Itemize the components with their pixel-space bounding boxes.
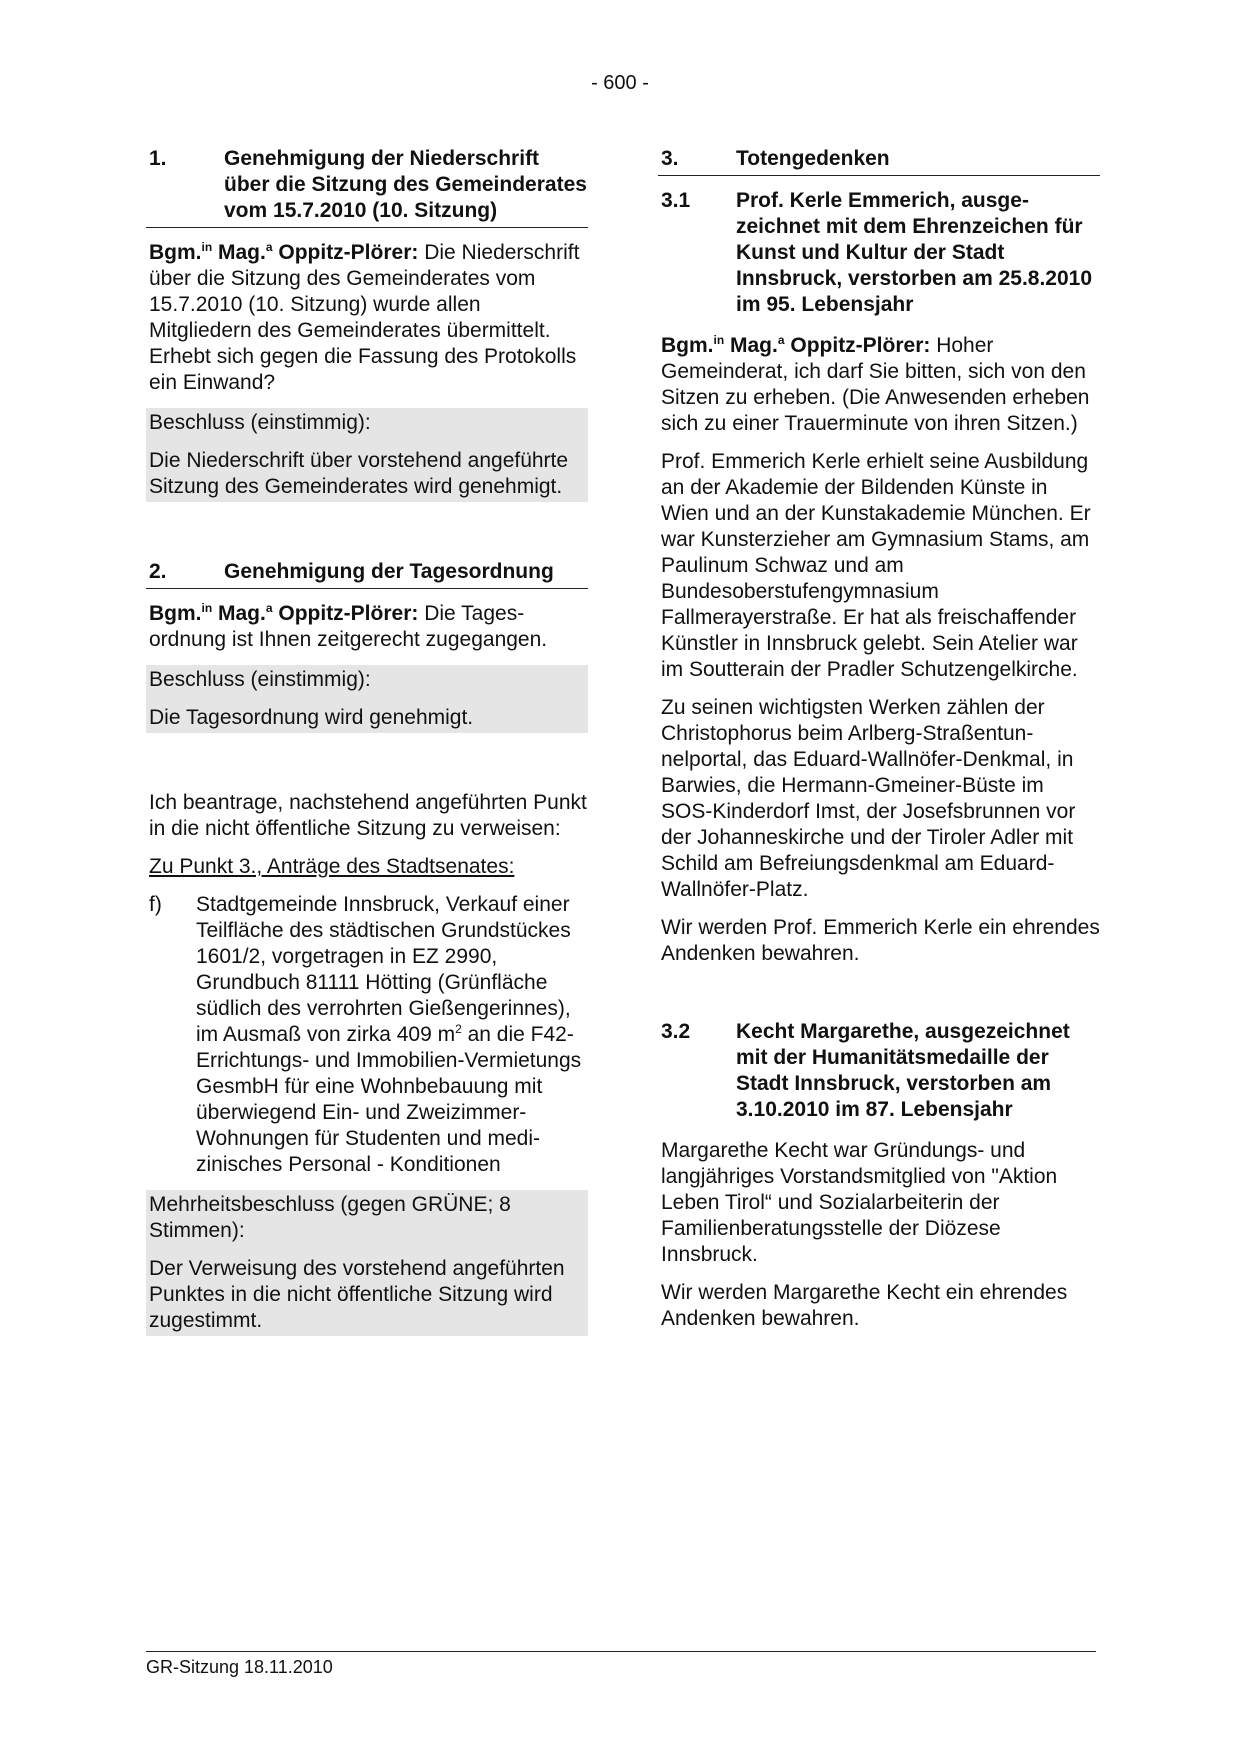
- left-column: [146, 146, 588, 1348]
- list-item: [146, 892, 588, 1178]
- list-marker: f): [149, 893, 162, 916]
- section-3-heading: [658, 146, 1100, 176]
- speaker-statement: Bgm.$^{in}$ Mag.$^a$ Oppitz-Plörer: Die Tagesordnung ist Ihnen zeitgerecht zugegangen.: [149, 601, 548, 651]
- section-title: Totengedenken: [736, 147, 890, 170]
- resolution-box: [146, 408, 588, 502]
- paragraph: Prof. Emmerich Kerle erhielt seine Ausbildung an der Akademie der Bildenden Künste in Wien und an der Kunstakademie München. Er war Kunsterzieher am Gymnasium Stams, am Paulinum Schwaz und am Bundesoberstufengymnasium Fallmerayerstraße. Er hat als freischaffender Künstler in Innsbruck gelebt. Sein Atelier war im Soutterain der Pradler Schutzengelkirche.: [661, 450, 1091, 681]
- motion-reference: Zu Punkt 3., Anträge des Stadtsenates:: [149, 855, 515, 878]
- resolution-label: Mehrheitsbeschluss (gegen GRÜNE; 8 Stimmen):: [149, 1193, 511, 1242]
- section-title: Kecht Margarethe, ausgezeichnet mit der Humanitätsmedaille der Stadt Innsbruck, verstorben am 3.10.2010 im 87. Lebensjahr: [736, 1020, 1070, 1121]
- resolution-text: Der Verweisung des vorstehend angeführten Punktes in die nicht öffentliche Sitzung wird zugestimmt.: [149, 1257, 565, 1332]
- section-1-heading: [146, 146, 588, 228]
- section-3-1-heading: [658, 188, 1100, 321]
- speaker-name: Bgm.$^{in}$ Mag.$^a$ Oppitz-Plörer:: [149, 601, 419, 625]
- paragraph: Margarethe Kecht war Gründungs- und langjähriges Vorstandsmitglied von "Aktion Leben Tirol“ und Sozialarbeiterin der Familienberatungsstelle der Diözese Innsbruck.: [661, 1139, 1058, 1266]
- section-number: 1.: [149, 147, 167, 170]
- section-title: Genehmigung der Niederschrift über die Sitzung des Gemeinderates vom 15.7.2010 (10. Sitzung): [224, 147, 587, 222]
- paragraph: Wir werden Prof. Emmerich Kerle ein ehrendes Andenken bewahren.: [661, 916, 1100, 965]
- resolution-label: Beschluss (einstimmig):: [149, 668, 371, 691]
- right-column: [658, 146, 1100, 1344]
- resolution-label: Beschluss (einstimmig):: [149, 411, 371, 434]
- speaker-statement: Bgm.$^{in}$ Mag.$^a$ Oppitz-Plörer: Hoher Gemeinderat, ich darf Sie bitten, sich von den Sitzen zu erheben. (Die Anwesenden erheben sich zu einer Trauerminute von ihren Sitzen.): [661, 333, 1090, 435]
- speaker-statement: Bgm.$^{in}$ Mag.$^a$ Oppitz-Plörer: Die Niederschrift über die Sitzung des Gemeinderates vom 15.7.2010 (10. Sitzung) wurde allen Mitgliedern des Gemeinderates übermittelt. Erhebt sich gegen die Fassung des Protokolls ein Einwand?: [149, 240, 580, 394]
- paragraph: Zu seinen wichtigsten Werken zählen der Christophorus beim Arlberg-Straßentunnelportal, das Eduard-Wallnöfer-Denkmal, in Barwies, die Hermann-Gmeiner-Büste im SOS-Kinderdorf Imst, der Josefsbrunnen vor der Johanneskirche und der Tiroler Adler mit Schild am Befreiungsdenkmal am Eduard-Wallnöfer-Platz.: [661, 696, 1076, 901]
- paragraph: Wir werden Margarethe Kecht ein ehrendes Andenken bewahren.: [661, 1281, 1068, 1330]
- section-number: 3.1: [661, 189, 691, 212]
- speaker-name: Bgm.$^{in}$ Mag.$^a$ Oppitz-Plörer:: [661, 333, 931, 357]
- footer-divider: [146, 1651, 1096, 1652]
- resolution-box: [146, 665, 588, 733]
- footer-text: GR-Sitzung 18.11.2010: [146, 1657, 333, 1677]
- motion-intro: Ich beantrage, nachstehend angeführten Punkt in die nicht öffentliche Sitzung zu verweisen:: [149, 791, 587, 840]
- section-title: Prof. Kerle Emmerich, ausgezeichnet mit dem Ehrenzeichen für Kunst und Kultur der Stadt Innsbruck, verstorben am 25.8.2010 im 95. Lebensjahr: [736, 189, 1093, 316]
- resolution-text: Die Niederschrift über vorstehend angeführte Sitzung des Gemeinderates wird genehmigt.: [149, 449, 569, 498]
- section-title: Genehmigung der Tagesordnung: [224, 560, 554, 583]
- page-number: - 600 -: [591, 72, 649, 94]
- speaker-name: Bgm.$^{in}$ Mag.$^a$ Oppitz-Plörer:: [149, 240, 419, 264]
- section-2-heading: [146, 559, 588, 589]
- section-number: 3.2: [661, 1020, 691, 1043]
- section-number: 2.: [149, 560, 167, 583]
- resolution-box: [146, 1190, 588, 1336]
- section-number: 3.: [661, 147, 679, 170]
- section-3-2-heading: [658, 1019, 1100, 1126]
- resolution-text: Die Tagesordnung wird genehmigt.: [149, 706, 474, 729]
- list-item-text: Stadtgemeinde Innsbruck, Verkauf einer Teilfläche des städtischen Grundstückes 1601/2, vorgetragen in EZ 2990, Grundbuch 81111 Hötting (Grünfläche südlich des verrohrten Gießengerinnes), im Ausmaß von zirka 409 $m^2$ an die F42-Errichtungs- und Immobilien-Vermietungs GesmbH für eine Wohnbebauung mit überwiegend Ein- und Zweizimmer-Wohnungen für Studenten und medizinisches Personal - Konditionen: [196, 893, 582, 1176]
